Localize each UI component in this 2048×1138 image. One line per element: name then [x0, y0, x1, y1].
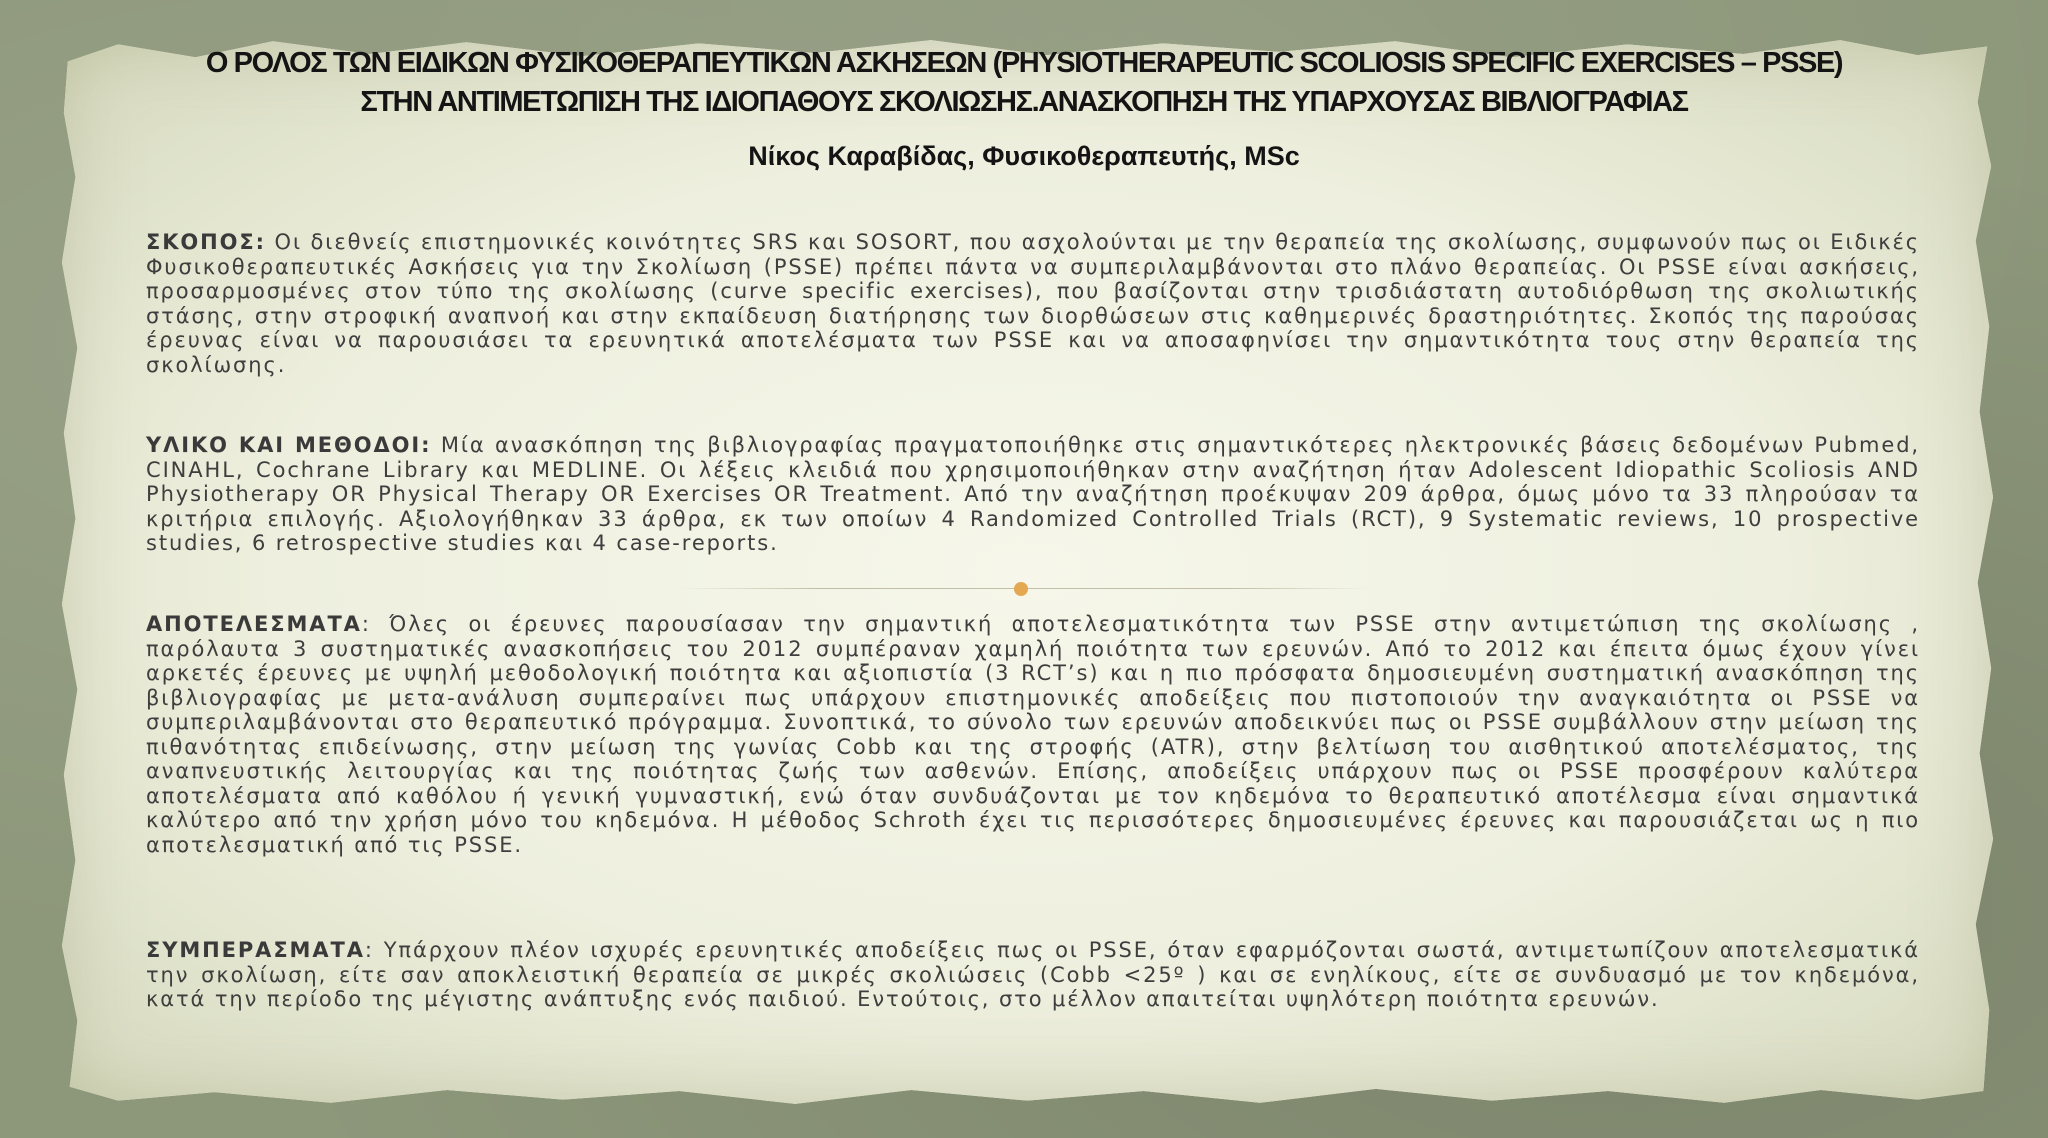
section-methods	[146, 433, 1920, 556]
title-line-2: ΣΤΗΝ ΑΝΤΙΜΕΤΩΠΙΣΗ ΤΗΣ ΙΔΙΟΠΑΘΟΥΣ ΣΚΟΛΙΩΣΗΣ.ΑΝΑΣΚΟΠΗΣΗ ΤΗΣ ΥΠΑΡΧΟΥΣΑΣ ΒΙΒΛΙΟΓΡΑΦΙΑΣ	[360, 86, 1688, 118]
section-methods-text: Μία ανασκόπηση της βιβλιογραφίας πραγματοποιήθηκε στις σημαντικότερες ηλεκτρονικές βάσεις δεδομένων Pubmed, CINAHL, Cochrane Library και MEDLINE. Οι λέξεις κλειδιά που χρησιμοποιήθηκαν στην αναζήτηση ήταν Adolescent Idiopathic Scoliosis AND Physiotherapy OR Physical Therapy OR Exercises OR Treatment. Από την αναζήτηση προέκυψαν 209 άρθρα, όμως μόνο τα 33 πληρούσαν τα κριτήρια επιλογής. Αξιολογήθηκαν 33 άρθρα, εκ των οποίων 4 Randomized Controlled Trials (RCT), 9 Systematic reviews, 10 prospective studies, 6 retrospective studies και 4 case-reports.	[146, 433, 1921, 555]
section-aim	[146, 230, 1920, 377]
section-aim-label: ΣΚΟΠΟΣ:	[146, 230, 266, 254]
title-line-1: Ο ΡΟΛΟΣ ΤΩΝ ΕΙΔΙΚΩΝ ΦΥΣΙΚΟΘΕΡΑΠΕΥΤΙΚΩΝ ΑΣΚΗΣΕΩΝ (PHYSIOTHERAPEUTIC SCOLIOSIS SPECIFIC EXERCISES – PSSE)	[205, 47, 1843, 79]
section-results-label: ΑΠΟΤΕΛΕΣΜΑΤΑ	[146, 612, 362, 636]
author-line: Νίκος Καραβίδας, Φυσικοθεραπευτής, MSc	[748, 141, 1300, 171]
section-conclusions	[146, 938, 1920, 1012]
section-conclusions-text: : Υπάρχουν πλέον ισχυρές ερευνητικές αποδείξεις πως οι PSSE, όταν εφαρμόζονται σωστά, αντιμετωπίζουν αποτελεσματικά την σκολίωση, είτε σαν αποκλειστική θεραπεία σε μικρές σκολιώσεις (Cobb <25º ) και σε ενηλίκους, είτε σε συνδυασμό με τον κηδεμόνα, κατά την περίοδο της μέγιστης ανάπτυξης ενός παιδιού. Εντούτοις, στο μέλλον απαιτείται υψηλότερη ποιότητα ερευνών.	[146, 938, 1920, 1011]
section-aim-text: Οι διεθνείς επιστημονικές κοινότητες SRS και SOSORT, που ασχολούνται με την θεραπεία της σκολίωσης, συμφωνούν πως οι Ειδικές Φυσικοθεραπευτικές Ασκήσεις για την Σκολίωση (PSSE) πρέπει πάντα να συμπεριλαμβάνονται στο πλάνο θεραπείας. Οι PSSE είναι ασκήσεις, προσαρμοσμένες στον τύπο της σκολίωσης (curve specific exercises), που βασίζονται στην τρισδιάστατη αυτοδιόρθωση της σκολιωτικής στάσης, στην στροφική αναπνοή και στην εκπαίδευση διατήρησης των διορθώσεων στις καθημερινές δραστηριότητες. Σκοπός της παρούσας έρευνας είναι να παρουσιάσει τα ερευνητικά αποτελέσματα των PSSE και να αποσαφηνίσει την σημαντικότητα τους στην θεραπεία της σκολίωσης.	[146, 230, 1920, 377]
divider-dot-icon	[1014, 582, 1028, 596]
section-results-text: : Όλες οι έρευνες παρουσίασαν την σημαντική αποτελεσματικότητα των PSSE στην αντιμετώπιση της σκολίωσης , παρόλαυτα 3 συστηματικές ανασκοπήσεις του 2012 συμπέραναν χαμηλή ποιότητα των ερευνών. Από το 2012 και έπειτα όμως έχουν γίνει αρκετές έρευνες με υψηλή μεθοδολογική ποιότητα και αξιοπιστία (3 RCT’s) και η πιο πρόσφατα δημοσιευμένη συστηματική ανασκόπηση της βιβλιογραφίας με μετα-ανάλυση συμπεραίνει πως υπάρχουν επιστημονικές αποδείξεις που πιστοποιούν την αναγκαιότητα οι PSSE να συμπεριλαμβάνονται στο θεραπευτικό πρόγραμμα. Συνοπτικά, το σύνολο των ερευνών αποδεικνύει πως οι PSSE συμβάλλουν στην μείωση της πιθανότητας επιδείνωσης, στην μείωση της γωνίας Cobb και της στροφής (ATR), στην βελτίωση του αισθητικού αποτελέσματος, της αναπνευστικής λειτουργίας και της ποιότητας ζωής των ασθενών. Επίσης, αποδείξεις υπάρχουν πως οι PSSE προσφέρουν καλύτερα αποτελέσματα από καθόλου ή γενική γυμναστική, ενώ όταν συνδυάζονται με τον κηδεμόνα το θεραπευτικό αποτέλεσμα είναι σημαντικά καλύτερο από την χρήση μόνο του κηδεμόνα. Η μέθοδος Schroth έχει τις περισσότερες δημοσιευμένες έρευνες και παρουσιάζεται ως η πιο αποτελεσματική από τις PSSE.	[146, 612, 1920, 857]
section-methods-label: ΥΛΙΚΟ ΚΑΙ ΜΕΘΟΔΟΙ:	[146, 433, 432, 457]
section-results	[146, 612, 1920, 857]
section-conclusions-label: ΣΥΜΠΕΡΑΣΜΑΤΑ	[146, 938, 365, 962]
